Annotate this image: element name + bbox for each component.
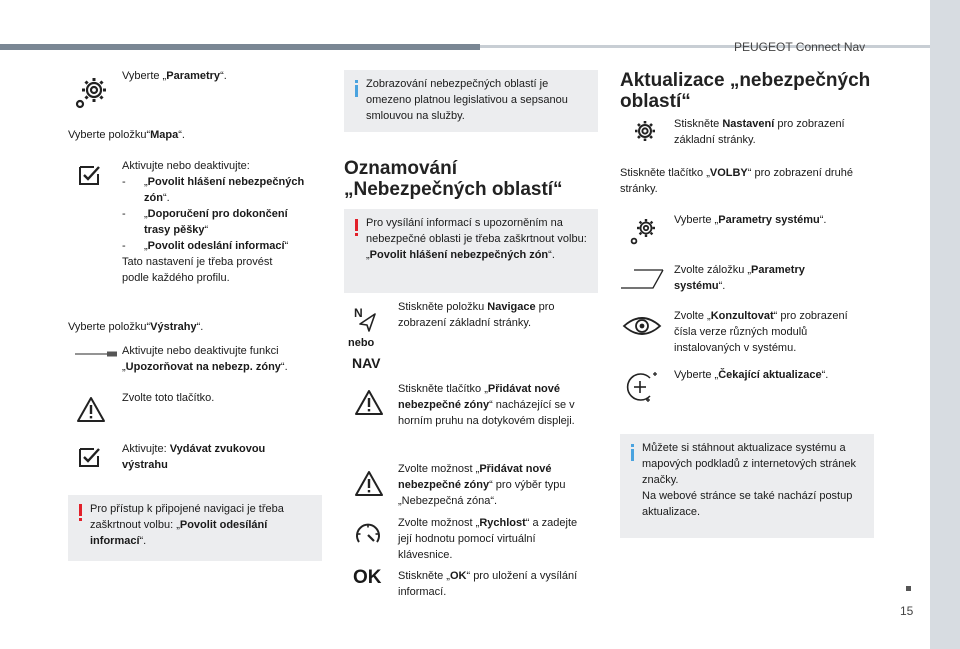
page-number: 15 [900, 604, 914, 618]
nebo-label: nebo [348, 337, 375, 349]
c2-warning-text: Pro vysílání informací s upozorněním na nebezpečné oblasti je třeba zaškrtnout volbu: „Povolit hlášení nebezpečných zón“. [366, 217, 587, 261]
c1-step6-text: Zvolte toto tlačítko. [122, 392, 215, 404]
info-mark-dot [631, 444, 634, 447]
info-mark [355, 85, 358, 97]
c2-step4-text: Zvolte možnost „Rychlost“ a zadejte její hodnotu pomocí virtuální klávesnice. [398, 517, 578, 561]
c1-step1-text: Vyberte „Parametry“. [122, 70, 227, 82]
c1-step3-text [122, 158, 312, 286]
c1-line2-text: Vyberte položku“Mapa“. [68, 129, 185, 141]
c3-step4-text: Zvolte záložku „Parametry systému“. [674, 264, 805, 292]
c1-step3-item-1: - „Povolit hlášení nebezpečných zón“. [122, 176, 305, 204]
c1-step3-item-3: - „Povolit odeslání informací“ [122, 240, 289, 252]
warning-mark [355, 219, 358, 231]
c3-step5-text: Zvolte „Konzultovat“ pro zobrazení čísla verze různých modulů instalovaných v systému. [674, 310, 848, 354]
navigation-arrow-icon [354, 306, 378, 332]
warning-triangle-icon [354, 389, 384, 416]
header-bar-dark [0, 44, 480, 50]
c2-step5-text: Stiskněte „OK“ pro uložení a vysílání informací. [398, 570, 578, 598]
c2-step3-text: Zvolte možnost „Přidávat nové nebezpečné zóny“ pro výběr typu „Nebezpečná zóna“. [398, 463, 566, 507]
header-title: PEUGEOT Connect Nav [734, 40, 866, 54]
ok-label: OK [353, 567, 382, 588]
c2-step2-text: Stiskněte tlačítko „Přidávat nové nebezpečné zóny“ nacházející se v horním pruhu na dotykovém displeji. [398, 383, 575, 427]
c1-line4-text: Vyberte položku“Výstrahy“. [68, 321, 204, 333]
c1-step5-text: Aktivujte nebo deaktivujte funkci „Upozorňovat na nebezp. zóny“. [122, 345, 288, 373]
c3-line2-text: Stiskněte tlačítko „VOLBY“ pro zobrazení druhé stránky. [620, 167, 853, 195]
toggle-line-icon [74, 350, 118, 358]
warning-mark-dot [79, 518, 82, 521]
c1-step3-intro: Aktivujte nebo deaktivujte: [122, 160, 250, 172]
c2-heading: Oznamování „Nebezpečných oblastí“ [344, 158, 563, 200]
c1-step3-item-2: - „Doporučení pro dokončení trasy pěšky“ [122, 208, 288, 236]
c3-step6-text: Vyberte „Čekající aktualizace“. [674, 369, 829, 381]
nav-label: NAV [352, 355, 381, 371]
eye-icon [622, 314, 662, 338]
c3-heading: Aktualizace „nebezpečných oblastí“ [620, 70, 871, 112]
warning-mark [79, 504, 82, 516]
c1-step3-note: Tato nastavení je třeba provést podle každého profilu. [122, 256, 273, 284]
page-marker [906, 586, 911, 591]
settings-gear-icon [628, 116, 662, 146]
c3-step3-text: Vyberte „Parametry systému“. [674, 214, 827, 226]
c1-step7-text: Aktivujte: Vydávat zvukovou výstrahu [122, 443, 266, 471]
c2-warning-box [344, 209, 598, 293]
system-settings-icon [628, 216, 658, 246]
c1-warning-box [68, 495, 322, 561]
checkbox-icon [78, 164, 102, 186]
c3-info-text: Můžete si stáhnout aktualizace systému a mapových podkladů z internetových stránek značky. Na webové stránce se také nachází postup aktualizace. [642, 442, 857, 518]
c2-info-text: Zobrazování nebezpečných oblastí je omezeno platnou legislativou a sepsanou smlouvou na služby. [366, 78, 568, 122]
c2-step1-text: Stiskněte položku Navigace pro zobrazení základní stránky. [398, 301, 555, 329]
info-mark-dot [355, 80, 358, 83]
pending-updates-icon [622, 370, 660, 404]
warning-triangle-icon [76, 396, 106, 423]
c2-info-box [344, 70, 598, 132]
c3-info-box [620, 434, 874, 538]
warning-triangle-icon-2 [354, 470, 384, 497]
checkbox-icon-2 [78, 446, 102, 468]
tab-icon [620, 268, 664, 290]
info-mark [631, 449, 634, 461]
c3-step1-text: Stiskněte Nastavení pro zobrazení základní stránky. [674, 118, 845, 146]
c1-warning-text: Pro přístup k připojené navigaci je třeba zaškrtnout volbu: „Povolit odesílání informací“. [90, 503, 284, 547]
warning-mark-dot [355, 233, 358, 236]
settings-gear-icon [72, 72, 112, 112]
svg-text:N: N [354, 306, 363, 320]
page-edge-strip [930, 0, 960, 649]
speedometer-icon [354, 521, 382, 547]
